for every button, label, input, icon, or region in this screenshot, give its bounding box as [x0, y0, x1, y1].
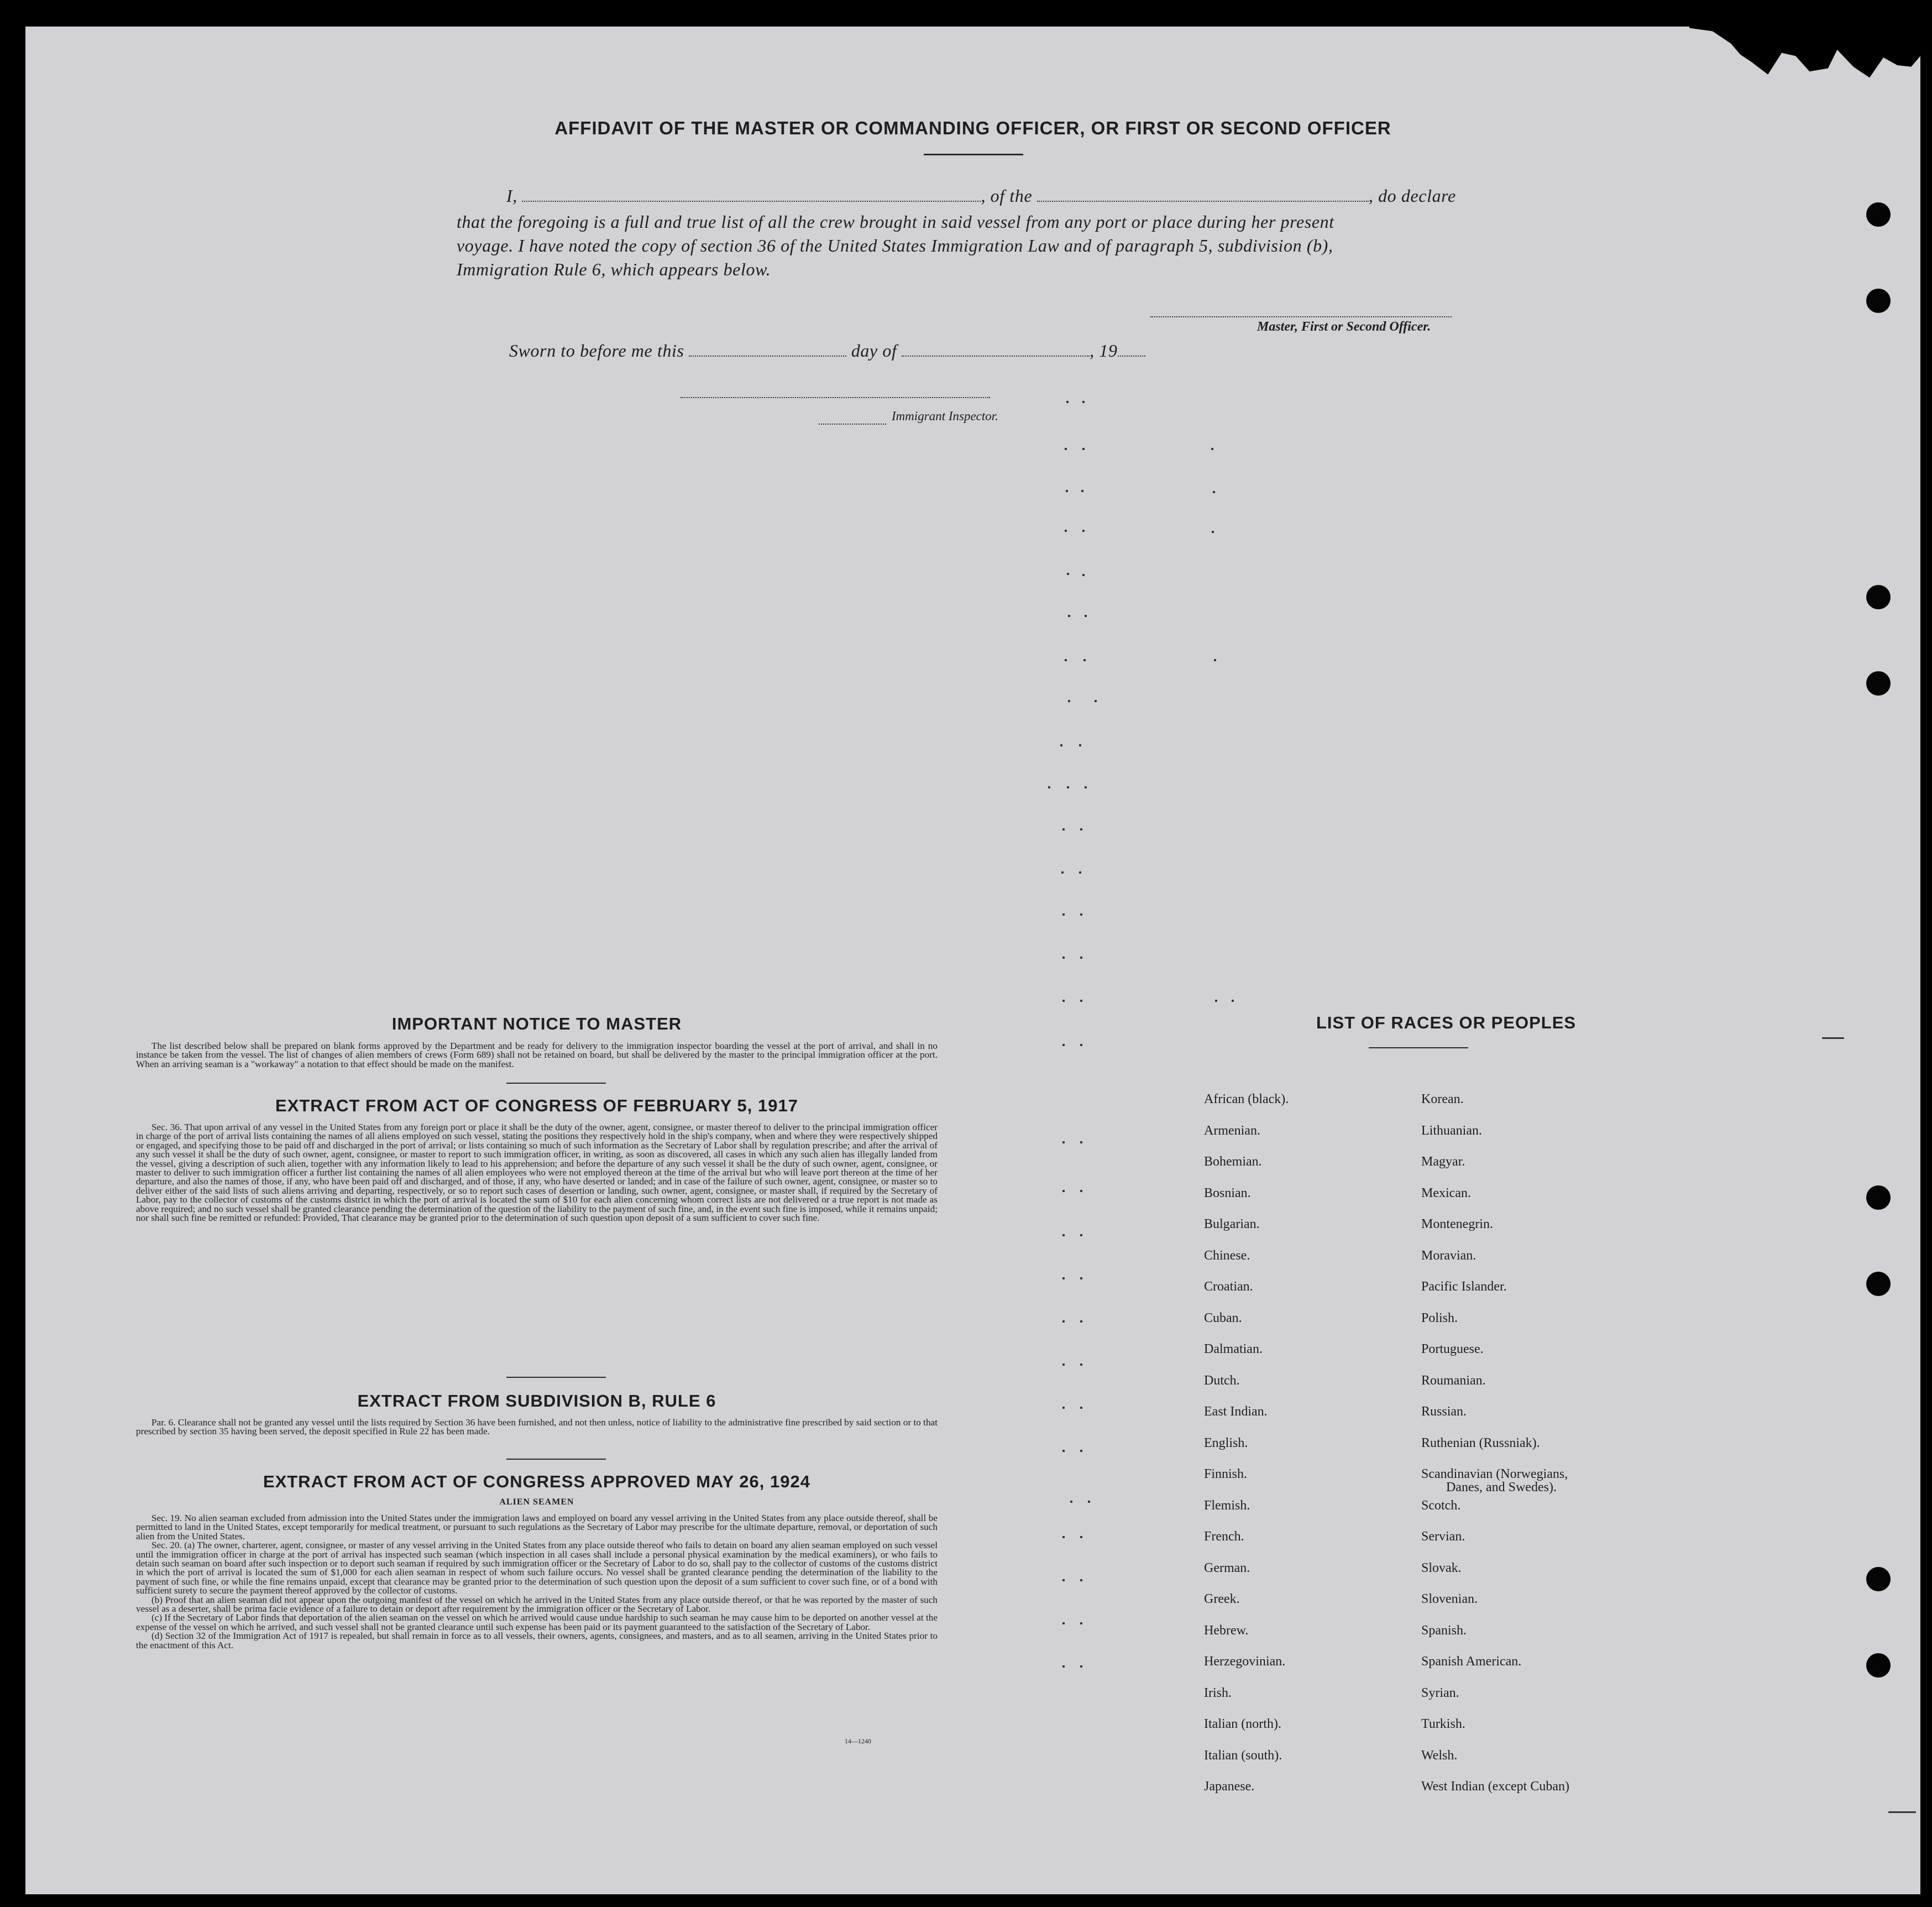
speck [1066, 490, 1068, 492]
speck [1062, 957, 1065, 959]
speck [1215, 1000, 1217, 1002]
speck [1083, 659, 1086, 661]
torn-corner [1689, 27, 1920, 104]
race-item: Dalmatian. [1204, 1342, 1263, 1356]
inspector-short-line [819, 424, 886, 425]
speck [1822, 1037, 1844, 1039]
extract-1917-text [136, 1123, 938, 1222]
speck [1062, 1320, 1065, 1323]
race-item: Hebrew. [1204, 1623, 1249, 1638]
sworn-day-blank [689, 342, 846, 357]
race-item: Ruthenian (Russniak). [1421, 1435, 1540, 1450]
speck [1062, 1579, 1065, 1581]
speck [1065, 659, 1067, 661]
sec-20a-paragraph: Sec. 20. (a) The owner, charterer, agent, consignee, or master of any vessel arriving in the United States from any place outside thereof who fails to detain on board any alien seaman employed on such vessel until the immigration officer in charge at the port of arrival has inspected such seaman (which inspection in all cases shall include a personal physical examination by the medical examiners), or who fails to detain such seaman on board after such inspection or to deport such seaman if required by such immigration officer or the Secretary of Labor to do so, shall pay to the collector of customs of the customs district in which the port of arrival is located the sum of $1,000 for each alien seaman in respect of whom such failure occurs. No vessel shall be granted clearance pending the determination of the liability to the payment of such fine, or while the fine remains unpaid, except that clearance may be granted prior to the determination of such question upon the deposit of a sum sufficient to cover such fine, or of a bond with sufficient surety to secure the payment thereof approved by the collector of customs. [136, 1540, 938, 1596]
speck [1214, 659, 1216, 661]
speck [1082, 448, 1085, 450]
speck [1080, 1665, 1082, 1668]
speck [1080, 957, 1082, 959]
speck [1062, 1141, 1065, 1143]
punch-hole [1866, 1567, 1891, 1591]
speck [1080, 1363, 1082, 1366]
race-item: Moravian. [1421, 1248, 1477, 1263]
sec-20c-paragraph: (c) If the Secretary of Labor finds that deportation of the alien seaman on the vessel on which he arrived would cause undue hardship to such seaman he may cause him to be deported on another vessel at the expense of the vessel on which he arrived, and such vessel shall not be granted clearance until such expense has been paid or its payment guaranteed to the satisfaction of the Secretary of Labor. [136, 1612, 938, 1632]
speck [1080, 1450, 1082, 1452]
race-item: Italian (south). [1204, 1748, 1282, 1763]
divider [1369, 1047, 1468, 1048]
race-item: Armenian. [1204, 1123, 1260, 1138]
speck [1081, 490, 1083, 492]
race-item: Cuban. [1204, 1310, 1242, 1325]
subdivision-heading: EXTRACT FROM SUBDIVISION B, RULE 6 [357, 1391, 716, 1410]
race-item: Spanish. [1421, 1623, 1467, 1638]
race-item: Greek. [1204, 1592, 1240, 1606]
race-item: Slovak. [1421, 1560, 1462, 1575]
race-item: Scandinavian (Norwegians, [1421, 1467, 1568, 1481]
speck [1080, 1320, 1082, 1323]
speck [1065, 448, 1067, 450]
race-item: Pacific Islander. [1421, 1279, 1507, 1294]
race-item: Portuguese. [1421, 1342, 1484, 1356]
speck [1068, 615, 1070, 617]
speck [1080, 1000, 1082, 1002]
speck [1065, 530, 1067, 532]
race-item: Finnish. [1204, 1467, 1248, 1481]
race-item: Lithuanian. [1421, 1123, 1482, 1138]
alien-seamen-subheading: ALIEN SEAMEN [499, 1497, 574, 1507]
punch-hole [1866, 1653, 1891, 1678]
speck [1080, 828, 1082, 830]
speck [1088, 1501, 1090, 1503]
speck [1067, 786, 1069, 788]
extract-1924-heading: EXTRACT FROM ACT OF CONGRESS APPROVED MAY 26, 1924 [263, 1472, 810, 1491]
speck [1211, 448, 1213, 450]
speck [1080, 1044, 1082, 1046]
name-blank [522, 187, 981, 202]
year-label: , 19 [1090, 341, 1118, 360]
race-item: Japanese. [1204, 1779, 1255, 1794]
race-item: Magyar. [1421, 1154, 1465, 1169]
sec-19-paragraph: Sec. 19. No alien seaman excluded from admission into the United States under the immigration laws and employed on board any vessel arriving in the United States from any place outside thereof, shall be permitted to land in the United States, except temporarily for medical treatment, or pursuant to such regulations as the Secretary of Labor may prescribe for the ultimate departure, removal, or deportation of such alien from the United States. [136, 1513, 938, 1542]
race-item: Russian. [1421, 1404, 1467, 1419]
sec-20b-paragraph: (b) Proof that an alien seaman did not appear upon the outgoing manifest of the vessel on which he arrived in the United States from any place outside thereof, or that he was reported by the master of such vessel as a deserter, shall be prima facie evidence of a failure to detain or deport after requirement by the immigration officer or the Secretary of Labor. [136, 1594, 938, 1615]
notice-heading: IMPORTANT NOTICE TO MASTER [391, 1014, 682, 1033]
speck [1062, 913, 1065, 916]
race-item: Flemish. [1204, 1498, 1250, 1513]
speck [1048, 786, 1050, 788]
i-label: I, [506, 186, 517, 206]
speck [1082, 401, 1085, 403]
race-item: Turkish. [1421, 1717, 1465, 1731]
race-item: French. [1204, 1529, 1244, 1544]
speck [1070, 1501, 1072, 1503]
punch-hole [1866, 202, 1891, 227]
sec-20d-paragraph: (d) Section 32 of the Immigration Act of 1917 is repealed, but shall remain in force as to all vessels, their owners, agents, consignees, and masters, and as to all seamen, arriving in the United States prior to the enactment of this Act. [136, 1631, 938, 1650]
race-item: Irish. [1204, 1685, 1232, 1700]
affidavit-title: AFFIDAVIT OF THE MASTER OR COMMANDING OFFICER, OR FIRST OR SECOND OFFICER [554, 118, 1391, 138]
speck [1080, 1277, 1082, 1279]
of-the-label: , of the [981, 186, 1033, 206]
subdivision-text [136, 1418, 938, 1436]
sworn-month-blank [902, 342, 1090, 357]
officer-caption: Master, First or Second Officer. [1257, 320, 1431, 334]
speck [1079, 871, 1081, 874]
sworn-label: Sworn to before me this [509, 341, 684, 360]
vessel-blank [1037, 187, 1369, 202]
race-item: Montenegrin. [1421, 1217, 1493, 1231]
speck [1082, 530, 1085, 532]
speck [1062, 1407, 1065, 1409]
race-item: Croatian. [1204, 1279, 1253, 1294]
speck [1062, 1536, 1065, 1538]
races-heading: LIST OF RACES OR PEOPLES [1316, 1013, 1577, 1032]
race-item: Herzegovinian. [1204, 1654, 1286, 1669]
divider [506, 1083, 606, 1084]
race-item: Korean. [1421, 1092, 1464, 1106]
year-blank [1118, 342, 1145, 357]
speck [1080, 1234, 1082, 1236]
officer-signature-line [1150, 316, 1452, 317]
speck [1062, 1665, 1065, 1668]
divider [506, 1377, 606, 1378]
speck [1888, 1811, 1916, 1813]
race-item: English. [1204, 1435, 1248, 1450]
speck [1080, 1536, 1082, 1538]
speck [1080, 1141, 1082, 1143]
race-item: Italian (north). [1204, 1717, 1281, 1731]
race-item: Syrian. [1421, 1685, 1459, 1700]
do-declare-label: , do declare [1368, 186, 1456, 206]
declaration-line-2: that the foregoing is a full and true list of all the crew brought in said vessel from any port or place during her present [457, 212, 1334, 232]
race-item: Bosnian. [1204, 1185, 1251, 1200]
speck [1085, 786, 1087, 788]
race-item: African (black). [1204, 1092, 1289, 1106]
punch-hole [1866, 1272, 1891, 1296]
inspector-signature-line [680, 397, 990, 398]
extract-1924-text [136, 1514, 938, 1650]
race-item: Polish. [1421, 1310, 1458, 1325]
punch-hole [1866, 1185, 1891, 1210]
day-of-label: day of [851, 341, 897, 360]
race-item: Chinese. [1204, 1248, 1250, 1263]
speck [1062, 1277, 1065, 1279]
race-item: Servian. [1421, 1529, 1465, 1544]
speck [1085, 615, 1087, 617]
speck [1066, 401, 1069, 403]
speck [1061, 871, 1064, 874]
race-item: Dutch. [1204, 1373, 1240, 1388]
sworn-line [509, 341, 1145, 361]
race-item: German. [1204, 1560, 1250, 1575]
punch-hole [1866, 585, 1891, 609]
speck [1062, 1044, 1065, 1046]
sec-36-paragraph: Sec. 36. That upon arrival of any vessel in the United States from any foreign port or place it shall be the duty of the owner, agent, consignee, or master thereof to deliver to the principal immigration officer in charge of the port of arrival lists containing the names of all aliens employed on such vessel, stating the positions they respectively hold in the ship's company, when and where they were respectively shipped or engaged, and specifying those to be paid off and discharged in the port of arrival; or lists containing so much of such information as the Secretary of Labor shall by regulation prescribe; and after the arrival of any such vessel it shall be the duty of such owner, agent, consignee, or master to report to such immigration officer, in writing, as soon as discovered, all cases in which any such alien has illegally landed from the vessel, giving a description of such alien, together with any information likely to lead to his apprehension; and before the departure of any such vessel it shall be the duty of such owner, agent, consignee, or master to deliver to such immigration officer a further list containing the names of all alien employees who were not employed thereon at the time of the arrival but who will leave port thereon at the time of her departure, and also the names of those, if any, who have been paid off and discharged, and of those, if any, who have deserted or landed; and in case of the failure of such owner, agent, consignee, or master so to deliver either of the said lists of such aliens arriving and departing, respectively, or so to report such cases of desertion or landing, such owner, agent, consignee, or master shall, if required by the Secretary of Labor, pay to the collector of customs of the customs district in which the port of arrival is located the sum of $10 for each alien concerning whom correct lists are not delivered or a true report is not made as above required; and no such vessel shall be granted clearance pending the determination of the question of the liability to the payment of such fine, and, in the event such fine is imposed, while it remains unpaid; nor shall such fine be remitted or refunded: Provided, That clearance may be granted prior to the determination of such question upon deposit of a sum sufficient to cover such fine. [136, 1122, 938, 1224]
speck [1062, 1190, 1065, 1192]
declaration-line-1 [506, 186, 1456, 206]
speck [1080, 1622, 1082, 1624]
notice-text [136, 1042, 938, 1069]
race-item: Roumanian. [1421, 1373, 1486, 1388]
punch-hole [1866, 671, 1891, 696]
declaration-line-3: voyage. I have noted the copy of section 36 of the United States Immigration Law and of paragraph 5, subdivision (b), [457, 236, 1333, 255]
speck [1062, 1622, 1065, 1624]
speck [1080, 913, 1082, 916]
speck [1212, 531, 1214, 533]
race-item: Slovenian. [1421, 1592, 1478, 1606]
speck [1062, 1000, 1065, 1002]
speck [1082, 574, 1085, 576]
punch-hole [1866, 289, 1891, 313]
race-item: Spanish American. [1421, 1654, 1522, 1669]
par-6-paragraph: Par. 6. Clearance shall not be granted any vessel until the lists required by Section 36 have been furnished, and not then unless, notice of liability to the administrative fine prescribed by said section or to that prescribed by section 35 having been served, the deposit specified in Rule 22 has been made. [136, 1417, 938, 1437]
race-item: Welsh. [1421, 1748, 1458, 1763]
speck [1213, 491, 1215, 493]
title-underline [924, 154, 1023, 155]
speck [1232, 1000, 1234, 1002]
inspector-caption: Immigrant Inspector. [892, 409, 998, 423]
race-item: Scotch. [1421, 1498, 1461, 1513]
speck [1062, 1450, 1065, 1452]
form-number: 14—1240 [845, 1737, 871, 1745]
notice-paragraph: The list described below shall be prepared on blank forms approved by the Department and be ready for delivery to the immigration inspector boarding the vessel at the port of arrival, and shall in no instance be taken from the vessel. The list of changes of alien members of crews (Form 689) shall not be retained on board, but shall be delivered by the master to the principal immigration officer at the port. When an arriving seaman is a "workaway" a notation to that effect should be made on the manifest. [136, 1041, 938, 1069]
speck [1060, 744, 1062, 746]
race-item: Bulgarian. [1204, 1217, 1260, 1231]
document-page [25, 27, 1920, 1894]
speck [1095, 700, 1097, 702]
speck [1067, 573, 1069, 575]
speck [1062, 1234, 1065, 1236]
speck [1080, 1190, 1082, 1192]
speck [1062, 1363, 1065, 1366]
speck [1080, 1579, 1082, 1581]
speck [1080, 1407, 1082, 1409]
divider [506, 1459, 606, 1460]
extract-1917-heading: EXTRACT FROM ACT OF CONGRESS OF FEBRUARY 5, 1917 [275, 1096, 798, 1115]
race-item: East Indian. [1204, 1404, 1268, 1419]
race-item: Bohemian. [1204, 1154, 1262, 1169]
race-item-continuation: Danes, and Swedes). [1446, 1480, 1557, 1495]
race-item: Mexican. [1421, 1185, 1471, 1200]
speck [1068, 700, 1070, 702]
race-item: West Indian (except Cuban) [1421, 1779, 1569, 1794]
speck [1079, 744, 1081, 746]
declaration-line-4: Immigration Rule 6, which appears below. [457, 259, 771, 279]
speck [1062, 828, 1065, 830]
